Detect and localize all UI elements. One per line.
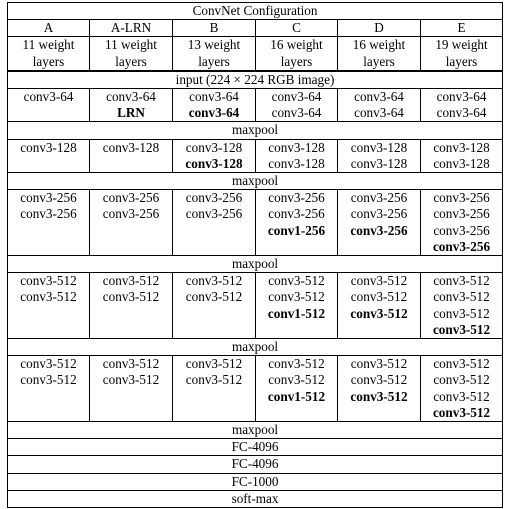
layer-entry: conv3-256 — [268, 206, 325, 222]
layer-entry: conv3-512 — [185, 273, 243, 289]
layer-entry: conv3-256 — [102, 190, 160, 206]
layer-entry: conv3-512 — [268, 356, 325, 372]
layer-cell — [8, 190, 90, 256]
column-id: E — [421, 20, 503, 37]
layer-entry: conv3-256 — [20, 190, 77, 206]
maxpool-label: maxpool — [8, 173, 503, 190]
layer-cell — [421, 273, 503, 339]
layer-entry: conv3-128 — [433, 139, 490, 155]
layer-entry: conv3-256 — [102, 206, 160, 222]
column-id-row — [8, 20, 503, 37]
layer-cell — [338, 273, 421, 339]
layer-cell — [173, 356, 256, 422]
layer-cell — [90, 190, 173, 256]
depth-line: layers — [363, 53, 395, 69]
depth-cell — [338, 37, 421, 71]
layer-entry: conv1-512 — [267, 388, 326, 404]
maxpool-label: maxpool — [8, 122, 503, 139]
depth-line: layers — [445, 53, 478, 69]
layer-cell — [173, 190, 256, 256]
layer-entry: conv3-64 — [271, 105, 322, 121]
layer-entry: conv3-128 — [350, 139, 408, 155]
tail-layer-label: FC-4096 — [8, 456, 503, 473]
layer-entry: conv3-64 — [106, 89, 156, 105]
layer-entry: conv3-128 — [268, 155, 325, 171]
input-row — [8, 71, 503, 89]
layer-entry: conv3-64 — [271, 89, 322, 105]
layer-cell — [8, 139, 90, 172]
layer-cell — [421, 89, 503, 122]
layer-block-row — [8, 139, 503, 172]
layer-entry: conv3-512 — [350, 305, 408, 321]
layer-entry: conv3-64 — [354, 89, 404, 105]
layer-entry: conv3-128 — [185, 155, 243, 171]
maxpool-label: maxpool — [8, 256, 503, 273]
tail-layer-label: soft-max — [8, 490, 503, 507]
layer-entry: conv3-512 — [185, 372, 243, 388]
layer-entry: conv3-512 — [433, 388, 490, 404]
layer-entry: conv3-128 — [268, 139, 325, 155]
layer-entry: conv1-256 — [267, 222, 326, 238]
layer-entry: conv3-128 — [102, 139, 160, 155]
layer-cell — [90, 273, 173, 339]
layer-entry: conv3-512 — [433, 289, 490, 305]
tail-layer-label-row — [8, 473, 503, 490]
maxpool-label-row — [8, 122, 503, 139]
layer-entry: conv3-512 — [350, 372, 408, 388]
layer-cell — [90, 139, 173, 172]
layer-entry: conv3-512 — [350, 388, 408, 404]
layer-cell — [256, 89, 338, 122]
layer-cell — [256, 139, 338, 172]
layer-entry: conv3-256 — [350, 190, 408, 206]
layer-cell — [256, 356, 338, 422]
layer-cell — [421, 190, 503, 256]
column-id: A — [8, 20, 90, 37]
layer-entry: conv3-512 — [433, 273, 490, 289]
layer-cell — [173, 139, 256, 172]
title-row — [8, 3, 503, 20]
depth-cell — [421, 37, 503, 71]
layer-cell — [421, 356, 503, 422]
input-label: input (224 × 224 RGB image) — [8, 71, 503, 89]
layer-entry: LRN — [117, 105, 145, 121]
table-body — [8, 3, 503, 508]
maxpool-label-row — [8, 173, 503, 190]
depth-cell — [90, 37, 173, 71]
layer-entry: conv3-256 — [350, 222, 408, 238]
layer-entry: conv3-512 — [185, 289, 243, 305]
layer-entry: conv3-256 — [433, 206, 490, 222]
layer-cell — [338, 139, 421, 172]
depth-line: layers — [280, 53, 313, 69]
layer-entry: conv3-128 — [20, 139, 77, 155]
tail-layer-label-row — [8, 439, 503, 456]
convnet-config-table — [7, 2, 503, 508]
layer-entry: conv3-512 — [20, 289, 77, 305]
layer-entry: conv3-256 — [433, 190, 490, 206]
layer-block-row — [8, 89, 503, 122]
layer-entry: conv3-512 — [433, 305, 490, 321]
depth-line: 11 weight — [105, 37, 157, 53]
layer-entry: conv3-128 — [433, 155, 490, 171]
layer-entry: conv3-512 — [20, 356, 77, 372]
layer-cell — [90, 356, 173, 422]
layer-entry: conv3-256 — [433, 222, 490, 238]
column-id: A-LRN — [90, 20, 173, 37]
layer-entry: conv3-64 — [436, 105, 487, 121]
tail-layer-label: FC-4096 — [8, 439, 503, 456]
depth-line: 16 weight — [270, 37, 323, 53]
layer-entry: conv1-512 — [267, 305, 326, 321]
tail-layer-label: FC-1000 — [8, 473, 503, 490]
layer-cell — [8, 273, 90, 339]
layer-entry: conv3-512 — [433, 372, 490, 388]
layer-entry: conv3-512 — [433, 356, 490, 372]
depth-line: layers — [32, 53, 65, 69]
layer-cell — [173, 89, 256, 122]
tail-layer-label-row — [8, 456, 503, 473]
tail-layer-label-row — [8, 422, 503, 439]
depth-line: layers — [115, 53, 147, 69]
layer-cell — [338, 89, 421, 122]
layer-entry: conv3-256 — [268, 190, 325, 206]
layer-cell — [338, 356, 421, 422]
maxpool-label-row — [8, 256, 503, 273]
layer-entry: conv3-512 — [268, 289, 325, 305]
tail-layer-label-row — [8, 490, 503, 507]
table-title: ConvNet Configuration — [8, 3, 503, 20]
layer-entry: conv3-256 — [20, 206, 77, 222]
convnet-config-table-wrapper — [7, 2, 502, 508]
layer-block-row — [8, 356, 503, 422]
layer-entry: conv3-128 — [350, 155, 408, 171]
layer-entry: conv3-512 — [102, 372, 160, 388]
layer-entry: conv3-256 — [350, 206, 408, 222]
layer-cell — [256, 190, 338, 256]
layer-entry: conv3-512 — [350, 273, 408, 289]
layer-entry: conv3-512 — [268, 372, 325, 388]
column-id: C — [256, 20, 338, 37]
depth-cell — [8, 37, 90, 71]
column-id: D — [338, 20, 421, 37]
layer-entry: conv3-64 — [23, 89, 74, 105]
tail-layer-label: maxpool — [8, 422, 503, 439]
layer-entry: conv3-256 — [185, 206, 243, 222]
layer-cell — [8, 356, 90, 422]
layer-entry: conv3-128 — [185, 139, 243, 155]
depth-cell — [256, 37, 338, 71]
layer-cell — [421, 139, 503, 172]
layer-entry: conv3-64 — [354, 105, 404, 121]
layer-cell — [8, 89, 90, 122]
layer-entry: conv3-512 — [20, 273, 77, 289]
layer-cell — [256, 273, 338, 339]
layer-entry: conv3-512 — [268, 273, 325, 289]
layer-entry: conv3-512 — [102, 356, 160, 372]
layer-entry: conv3-64 — [436, 89, 487, 105]
depth-line: 16 weight — [352, 37, 406, 53]
depth-row — [8, 37, 503, 71]
layer-entry: conv3-64 — [189, 89, 239, 105]
layer-entry: conv3-512 — [102, 273, 160, 289]
layer-entry: conv3-512 — [432, 404, 491, 420]
layer-entry: conv3-512 — [185, 356, 243, 372]
layer-entry: conv3-512 — [350, 356, 408, 372]
layer-entry: conv3-64 — [188, 105, 240, 121]
layer-block-row — [8, 273, 503, 339]
depth-line: 13 weight — [187, 37, 241, 53]
layer-entry: conv3-512 — [350, 289, 408, 305]
depth-line: layers — [198, 53, 230, 69]
layer-entry: conv3-512 — [102, 289, 160, 305]
column-id: B — [173, 20, 256, 37]
maxpool-label-row — [8, 339, 503, 356]
layer-entry: conv3-512 — [432, 321, 491, 337]
layer-block-row — [8, 190, 503, 256]
layer-cell — [338, 190, 421, 256]
layer-cell — [173, 273, 256, 339]
layer-entry: conv3-512 — [20, 372, 77, 388]
depth-line: 11 weight — [22, 37, 75, 53]
depth-cell — [173, 37, 256, 71]
depth-line: 19 weight — [435, 37, 488, 53]
layer-cell — [90, 89, 173, 122]
layer-entry: conv3-256 — [185, 190, 243, 206]
maxpool-label: maxpool — [8, 339, 503, 356]
layer-entry: conv3-256 — [432, 238, 491, 254]
